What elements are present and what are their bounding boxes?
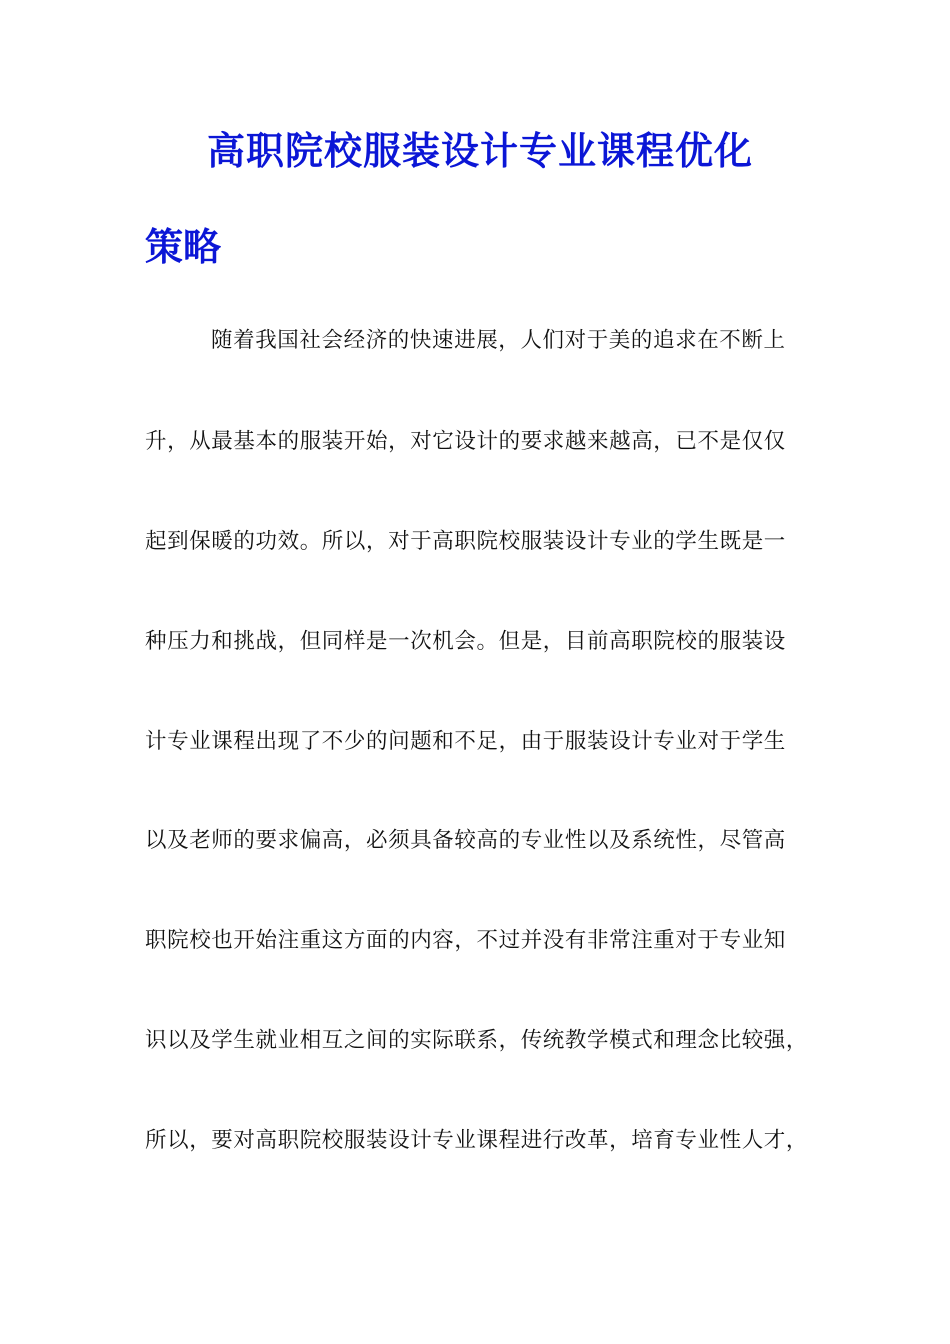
- paragraph-line: 种压力和挑战，但同样是一次机会。但是，目前高职院校的服装设: [145, 629, 786, 654]
- paragraph-line: 升，从最基本的服装开始，对它设计的要求越来越高，已不是仅仅: [145, 429, 786, 454]
- document-title-line-1: 高职院校服装设计专业课程优化: [207, 128, 754, 173]
- paragraph-line: 起到保暖的功效。所以，对于高职院校服装设计专业的学生既是一: [145, 529, 786, 554]
- paragraph-line: 以及老师的要求偏高，必须具备较高的专业性以及系统性，尽管高: [145, 828, 786, 853]
- paragraph-line: 所以，要对高职院校服装设计专业课程进行改革，培育专业性人才，: [145, 1128, 809, 1153]
- paragraph-line: 计专业课程出现了不少的问题和不足，由于服装设计专业对于学生: [145, 729, 786, 754]
- document-title-line-2: 策略: [145, 224, 222, 269]
- paragraph-line: 识以及学生就业相互之间的实际联系，传统教学模式和理念比较强，: [145, 1028, 809, 1053]
- paragraph-line: 职院校也开始注重这方面的内容，不过并没有非常注重对于专业知: [145, 928, 786, 953]
- paragraph-line: 随着我国社会经济的快速进展，人们对于美的追求在不断上: [211, 328, 786, 353]
